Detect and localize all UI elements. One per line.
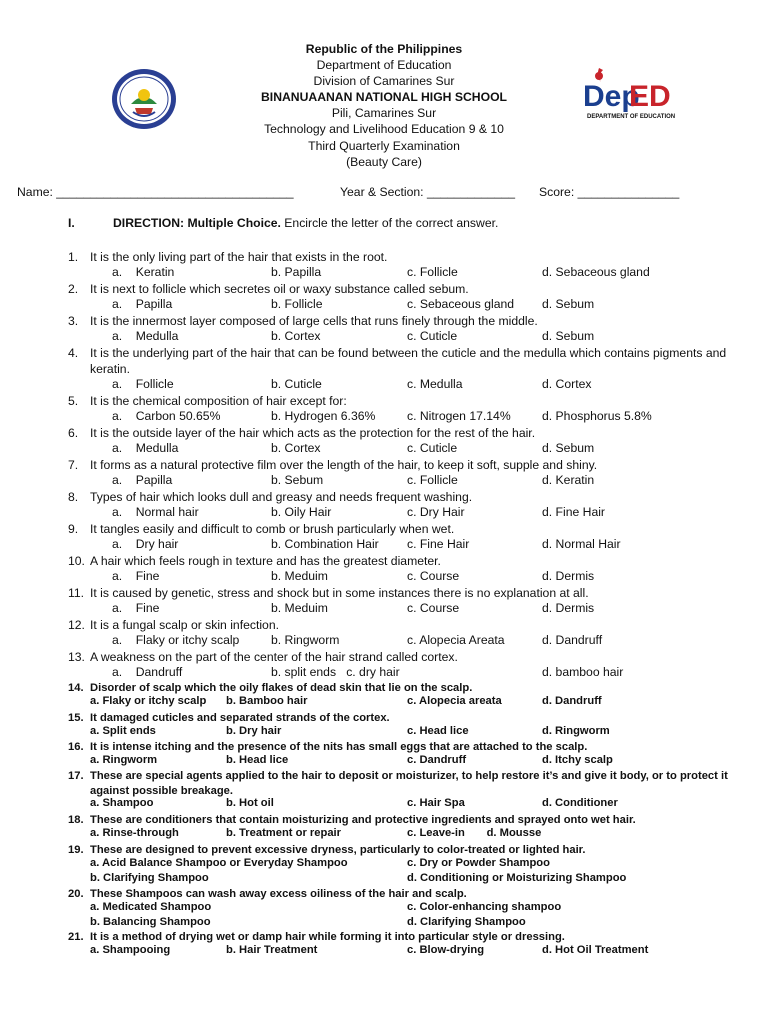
answer-option[interactable]: b. Treatment or repair [226, 827, 342, 839]
answer-option[interactable]: b. Cortex [271, 441, 321, 455]
question-number: 19. [68, 844, 84, 856]
answer-option[interactable]: d. Sebaceous gland [542, 265, 650, 279]
section-field[interactable]: Year & Section: _____________ [340, 185, 516, 199]
answer-option[interactable]: c. Fine Hair [407, 537, 470, 551]
answer-option[interactable]: b. Ringworm [271, 633, 340, 647]
answer-option[interactable]: b. Follicle [271, 297, 323, 311]
answer-option[interactable]: d. Itchy scalp [542, 754, 613, 766]
answer-option[interactable]: a. Dandruff [112, 665, 183, 679]
question-number: 11. [68, 586, 85, 600]
answer-option[interactable]: c. Dry Hair [407, 505, 465, 519]
question-text: These are designed to prevent excessive dryness, particularly to color-treated or lighted hair. [90, 844, 586, 856]
answer-option[interactable]: b. split ends c. dry hair [271, 665, 400, 679]
answer-option[interactable]: c. Dry or Powder Shampoo [407, 857, 550, 869]
answer-option[interactable]: d. Sebum [542, 329, 595, 343]
answer-option[interactable]: d. Hot Oil Treatment [542, 944, 649, 956]
answer-option[interactable]: d. Conditioner [542, 797, 618, 809]
question-text: Types of hair which looks dull and greasy and needs frequent washing. [90, 490, 473, 504]
answer-option[interactable]: d. Fine Hair [542, 505, 605, 519]
question-number: 21. [68, 931, 84, 943]
answer-option[interactable]: a. Rinse-through [90, 827, 179, 839]
answer-option[interactable]: b. Cortex [271, 329, 321, 343]
question-text: It tangles easily and difficult to comb or brush particularly when wet. [90, 522, 455, 536]
question-number: 17. [68, 770, 84, 782]
answer-option[interactable]: b. Sebum [271, 473, 324, 487]
question-number: 13. [68, 650, 85, 664]
question-number: 10. [68, 554, 85, 568]
name-field[interactable]: Name: ___________________________________ [17, 185, 294, 199]
question-number: 7. [68, 458, 79, 472]
question-number: 4. [68, 346, 79, 360]
question-number: 15. [68, 712, 84, 724]
question-number: 12. [68, 618, 85, 632]
answer-option[interactable]: d. Cortex [542, 377, 592, 391]
question-text: It is intense itching and the presence of the nits has small eggs that are attached to the scalp. [90, 741, 588, 753]
question-number: 9. [68, 522, 79, 536]
question-number: 5. [68, 394, 79, 408]
header-line: Pili, Camarines Sur [331, 106, 437, 121]
answer-option[interactable]: a. Medulla [112, 441, 179, 455]
school-seal-logo [111, 68, 177, 130]
question-number: 8. [68, 490, 79, 504]
question-number: 20. [68, 888, 84, 900]
answer-option[interactable]: d. Sebum [542, 441, 595, 455]
deped-logo-graphic [569, 62, 676, 128]
question-text: A weakness on the part of the center of the hair strand called cortex. [90, 650, 458, 664]
answer-option[interactable]: a. Flaky or itchy scalp [112, 633, 240, 647]
answer-option[interactable]: b. Hair Treatment [226, 944, 318, 956]
direction-label: DIRECTION: Multiple Choice. [113, 216, 281, 230]
answer-option[interactable]: a. Medulla [112, 329, 179, 343]
student-info-row [0, 185, 768, 201]
answer-option[interactable]: a. Follicle [112, 377, 174, 391]
answer-option[interactable]: a. Papilla [112, 473, 173, 487]
answer-option[interactable]: b. Meduim [271, 601, 328, 615]
answer-option[interactable]: d. Ringworm [542, 725, 610, 737]
question-text: It is the chemical composition of hair except for: [90, 394, 347, 408]
answer-option[interactable]: b. Combination Hair [271, 537, 379, 551]
answer-option[interactable]: b. Meduim [271, 569, 328, 583]
answer-option[interactable]: a. Papilla [112, 297, 173, 311]
answer-option[interactable]: a. Flaky or itchy scalp [90, 695, 207, 707]
answer-option[interactable]: b. Dry hair [226, 725, 282, 737]
answer-option[interactable]: d. Keratin [542, 473, 595, 487]
answer-option[interactable]: c. Course [407, 601, 460, 615]
answer-option[interactable]: d. bamboo hair [542, 665, 624, 679]
answer-option[interactable]: d. Dandruff [542, 695, 602, 707]
answer-option[interactable]: c. Blow-drying [407, 944, 485, 956]
answer-option[interactable]: b. Bamboo hair [226, 695, 308, 707]
score-field[interactable]: Score: _______________ [539, 185, 680, 199]
answer-option[interactable]: a. Normal hair [112, 505, 199, 519]
answer-option[interactable]: c. Alopecia areata [407, 695, 502, 707]
answer-option[interactable]: d. Dandruff [542, 633, 603, 647]
answer-option[interactable]: b. Oily Hair [271, 505, 332, 519]
answer-option[interactable]: d. Sebum [542, 297, 595, 311]
answer-option[interactable]: a. Keratin [112, 265, 175, 279]
answer-option[interactable]: c. Cuticle [407, 441, 458, 455]
answer-option[interactable]: c. Leave-in d. Mousse [407, 827, 542, 839]
question-text: These are conditioners that contain moisturizing and protective ingredients and sprayed onto wet hair. [90, 814, 636, 826]
answer-option[interactable]: a. Fine [112, 569, 160, 583]
answer-option[interactable]: a. Medicated Shampoo [90, 901, 212, 913]
header-line: Department of Education [316, 58, 452, 73]
answer-option[interactable]: d. Phosphorus 5.8% [542, 409, 652, 423]
header-line: Technology and Livelihood Education 9 & 10 [264, 122, 504, 137]
header-line: Republic of the Philippines [305, 42, 463, 56]
answer-option[interactable]: c. Sebaceous gland [407, 297, 515, 311]
deped-logo [569, 62, 676, 128]
question-number: 6. [68, 426, 79, 440]
answer-option[interactable]: a. Acid Balance Shampoo or Everyday Shampoo [90, 857, 348, 869]
answer-option[interactable]: c. Follicle [407, 473, 458, 487]
answer-option[interactable]: a. Fine [112, 601, 160, 615]
answer-option[interactable]: a. Split ends [90, 725, 156, 737]
question-text: It is the outside layer of the hair which acts as the protection for the rest of the hair. [90, 426, 536, 440]
question-text: It is the underlying part of the hair that can be found between the cuticle and the medulla which contains pigments and keratin. [90, 346, 727, 376]
question-text: It is next to follicle which secretes oil or waxy substance called sebum. [90, 282, 469, 296]
question-text: A hair which feels rough in texture and has the greatest diameter. [90, 554, 441, 568]
question-text: It forms as a natural protective film over the length of the hair, to keep it soft, supple and shiny. [90, 458, 598, 472]
question-text: It is the innermost layer composed of large cells that runs finely through the middle. [90, 314, 538, 328]
school-header [234, 41, 534, 170]
answer-option[interactable]: b. Clarifying Shampoo [90, 872, 209, 884]
answer-option[interactable]: d. Clarifying Shampoo [407, 916, 526, 928]
direction-instruction: Encircle the letter of the correct answer. [280, 216, 499, 230]
question-number: 1. [68, 250, 79, 264]
header-line: (Beauty Care) [346, 154, 422, 169]
question-number: 14. [68, 682, 84, 694]
answer-option[interactable]: c. Course [407, 569, 460, 583]
answer-option[interactable]: c. Medulla [407, 377, 463, 391]
answer-option[interactable]: d. Conditioning or Moisturizing Shampoo [407, 872, 627, 884]
question-text: It is caused by genetic, stress and shock but in some instances there is no explanation at all. [90, 586, 589, 600]
answer-option[interactable]: b. Hydrogen 6.36% [271, 409, 376, 423]
answer-option[interactable]: c. Alopecia Areata [407, 633, 505, 647]
question-text: These Shampoos can wash away excess oiliness of the hair and scalp. [90, 888, 467, 900]
answer-option[interactable]: a. Ringworm [90, 754, 158, 766]
answer-option[interactable]: b. Balancing Shampoo [90, 916, 211, 928]
section-number: I. [68, 216, 75, 230]
question-text: It is the only living part of the hair that exists in the root. [90, 250, 388, 264]
svg-text:Dep: Dep [583, 80, 640, 113]
answer-option[interactable]: a. Carbon 50.65% [112, 409, 221, 423]
question-number: 2. [68, 282, 79, 296]
answer-option[interactable]: b. Cuticle [271, 377, 322, 391]
question-number: 18. [68, 814, 84, 826]
header-school-name: BINANUAANAN NATIONAL HIGH SCHOOL [261, 90, 507, 105]
question-text: It is a fungal scalp or skin infection. [90, 618, 280, 632]
answer-option[interactable]: c. Color-enhancing shampoo [407, 901, 562, 913]
header-line: Division of Camarines Sur [313, 74, 455, 89]
question-number: 16. [68, 741, 84, 753]
answer-option[interactable]: d. Dermis [542, 569, 595, 583]
direction-text [113, 216, 498, 230]
answer-option[interactable]: b. Hot oil [226, 797, 274, 809]
header-line: Third Quarterly Examination [308, 138, 460, 153]
deped-logo-subtitle: DEPARTMENT OF EDUCATION [587, 114, 676, 120]
question-text: It damaged cuticles and separated strands of the cortex. [90, 712, 390, 724]
answer-option[interactable]: c. Head lice [407, 725, 469, 737]
question-number: 3. [68, 314, 79, 328]
question-text: These are special agents applied to the hair to deposit or moisturizer, to help restore it’s and give it body, or to protect it against possible breakage. [90, 770, 728, 797]
answer-option[interactable]: d. Dermis [542, 601, 595, 615]
answer-option[interactable]: c. Hair Spa [407, 797, 465, 809]
answer-option[interactable]: a. Shampoo [90, 797, 154, 809]
answer-option[interactable]: c. Follicle [407, 265, 458, 279]
answer-option[interactable]: d. Normal Hair [542, 537, 621, 551]
answer-option[interactable]: c. Cuticle [407, 329, 458, 343]
answer-option[interactable]: b. Head lice [226, 754, 289, 766]
svg-text:ED: ED [629, 80, 671, 113]
question-text: It is a method of drying wet or damp hair while forming it into particular style or dressing. [90, 931, 565, 943]
answer-option[interactable]: b. Papilla [271, 265, 322, 279]
answer-option[interactable]: a. Shampooing [90, 944, 171, 956]
answer-option[interactable]: a. Dry hair [112, 537, 179, 551]
answer-option[interactable]: c. Dandruff [407, 754, 467, 766]
answer-option[interactable]: c. Nitrogen 17.14% [407, 409, 511, 423]
question-text: Disorder of scalp which the oily flakes of dead skin that lie on the scalp. [90, 682, 473, 694]
